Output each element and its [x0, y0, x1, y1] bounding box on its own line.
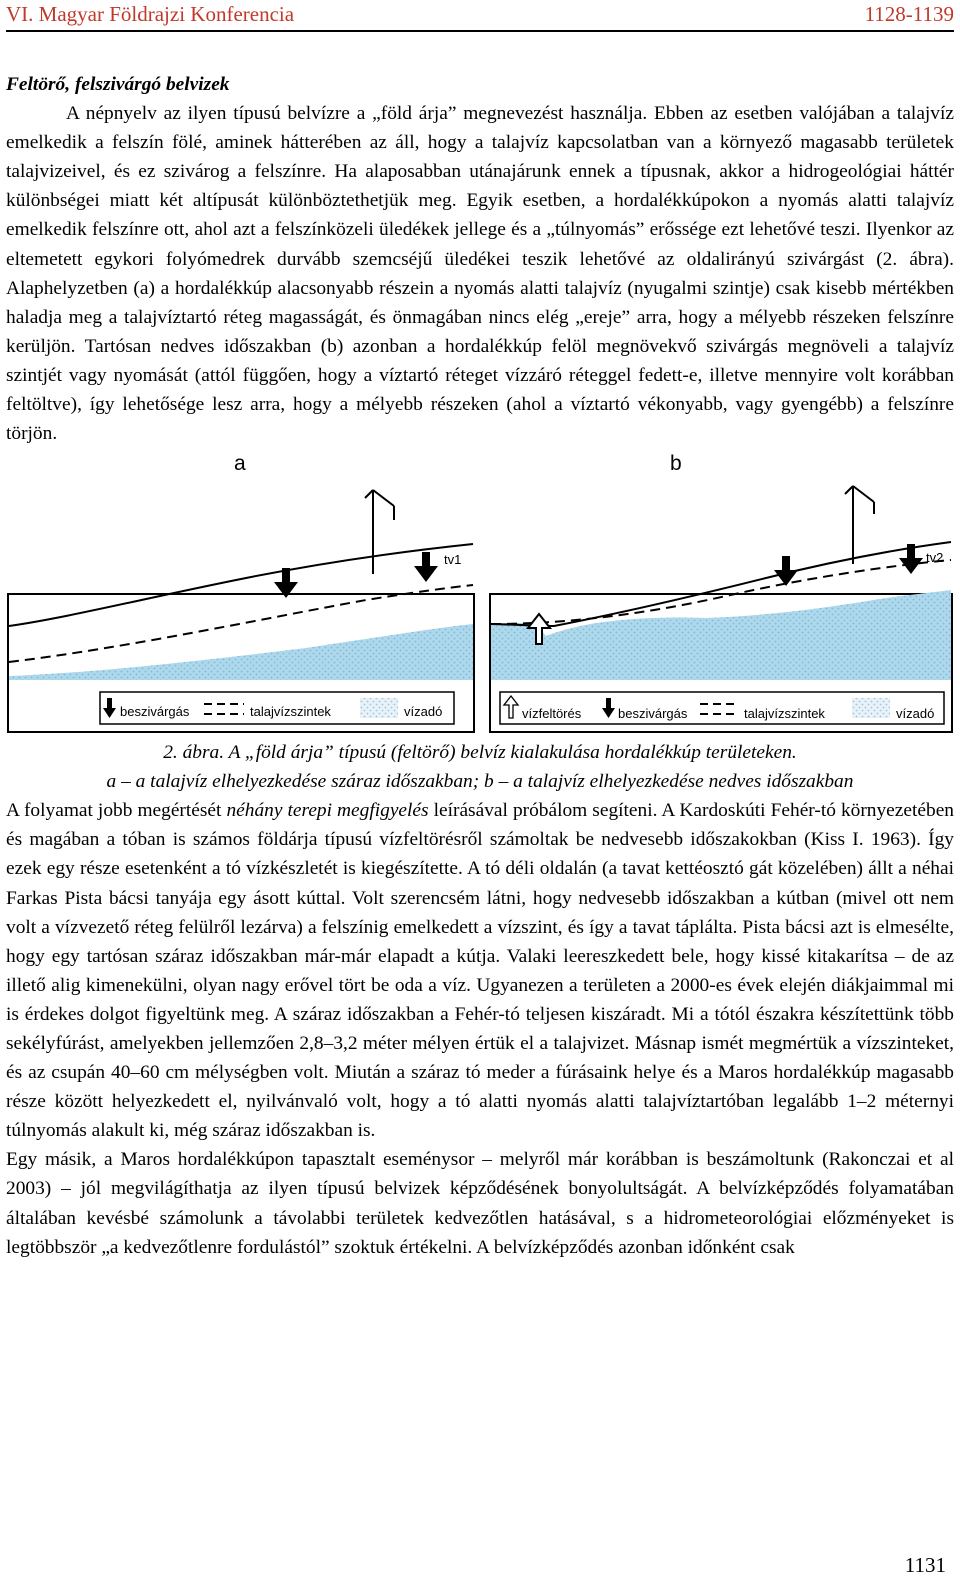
legend-a-aquifer: vízadó — [404, 704, 443, 720]
legend-b-aquifer: vízadó — [896, 706, 935, 722]
caption-line-2: a – a talajvíz elhelyezkedése száraz időszakban; b – a talajvíz elhelyezkedése nedves időszakban — [106, 771, 854, 793]
panel-a-label: a — [234, 452, 246, 476]
legend-a-infiltration: beszivárgás — [120, 704, 190, 720]
legend-a-levels: talajvízszintek — [250, 704, 331, 720]
figure-2-diagram — [6, 448, 954, 738]
tv2-label: tv2 — [926, 550, 944, 566]
header-conference: VI. Magyar Földrajzi Konferencia — [6, 2, 295, 26]
panel-b — [490, 486, 952, 732]
header-pages: 1128-1139 — [864, 2, 954, 26]
paragraph-2-italic: néhány terepi megfigyelés — [226, 800, 429, 822]
legend-b-eruption: vízfeltörés — [522, 706, 582, 722]
panel-a — [8, 490, 474, 732]
paragraph-2-part-1: A folyamat jobb megértését — [6, 800, 227, 822]
paragraph-2-part-2: leírásával próbálom segíteni. A Kardoskúti Fehér-tó környezetében és magában a tóban is számos földárja típusú vízfeltörésről számoltak be nedvesebb időszakokban (Kiss I. 1963). Így ezek egy része esetenként a tó vízkészletét is kiegészítette. A tó déli oldalán (a tavat kettéosztó gát közelében) állt a néhai Farkas Pista bácsi tanyája egy ásott kúttal. Volt szerencsém látni, hogy nedvesebb időszakban a kútban (mivel ott nem volt a vízvezető réteg felülről lezárva) a felszínig emelkedett a vízszint, és így a tavat táplálta. Pista bácsi azt is elmesélte, hogy egy tartósan száraz időszakban már-már elapadt a kútja. Valaki leereszkedett bele, hogy kissé kitakarítsa – de az illető alig kimenekülni, olyan nagy erővel tört be oda a víz. Ugyanezen a területen a 2000-es évek elején diákjaimmal mi is érdekes dolgot figyeltünk meg. A száraz időszakban a Fehér-tó teljesen kiszáradt. Mi a tótól északra készítettünk több sekélyfúrást, amelyekben jellemzően 2,8–3,2 méter mélyen értük el a talajvizet. Másnap ismét megmértük a vízszinteket, és az csupán 40–60 cm mélységben volt. Miután a száraz tó meder a fúrásaink helye és a Maros hordalékkúp magasabb része között helyezkedett el, nyilvánvaló volt, hogy a tó alatti nyomás alatti talajvíztartóban legalább 1–2 méternyi túlnyomás alakult ki, még száraz időszakban is. — [6, 800, 954, 1142]
page-header — [6, 2, 954, 32]
figure-2 — [6, 448, 954, 738]
page-content — [6, 70, 954, 1262]
panel-b-legend — [500, 692, 944, 724]
legend-a-aquifer-icon — [360, 698, 398, 718]
legend-b-infiltration: beszivárgás — [618, 706, 688, 722]
panel-a-infiltration-arrow-2 — [414, 552, 438, 582]
paragraph-2 — [6, 796, 954, 1145]
panel-b-aquifer — [491, 590, 951, 680]
paragraph-3: Egy másik, a Maros hordalékkúpon tapasztalt eseménysor – melyről már korábban is beszámoltunk (Rakonczai et al 2003) – jól megvilágíthatja az ilyen típusú belvizek képződésének bonyolultságát. A belvízképződés folyamatában általában kevésbé számolunk a távolabbi területek kedvezőtlen hatásával, s a hidrometeorológiai előzményeket is legtöbbször „a kedvezőtlenre fordulástól” szoktuk értékelni. A belvízképződés azonban időnként csak — [6, 1149, 954, 1258]
section-title: Feltörő, felszivárgó belvizek — [6, 74, 230, 95]
paragraph-1: A népnyelv az ilyen típusú belvízre a „föld árja” megnevezést használja. Ebben az esetben valójában a talajvíz emelkedik a felszín fölé, aminek hátterében az áll, hogy a talajvíz kapcsolatban van a környező magasabb területek talajvizeivel, és ez szivárog a felszínre. Ha alaposabban utánajárunk ennek a típusnak, akkor a hidrogeológiai háttér különbségei miatt két altípusát különböztethetjük meg. Egyik esetben, a hordalékkúpokon a nyomás alatti talajvíz emelkedik felszínre ott, ahol azt a felszínközeli üledékek jellege és a „túlnyomás” erőssége ezt lehetővé teszi. Ilyenkor az eltemetett egykori folyómedrek durvább szemcséjű üledékei teszik lehetővé az oldalirányú szivárgást (2. ábra). Alaphelyzetben (a) a hordalékkúp alacsonyabb részein a nyomás alatti talajvíz (nyugalmi szintje) csak kisebb mértékben haladja meg a talajvíztartó réteg magasságát, és önmagában nincs elég „ereje” arra, hogy a mélyebb részeken felszínre kerüljön. Tartósan nedves időszakban (b) azonban a hordalékkúp felöl megnövekvő szivárgás megnöveli a talajvíz szintjét vagy nyomását (attól függően, hogy a víztartó réteget vízzáró réteggel fedett-e, illetve mennyire volt korábban feltöltve), így lehetősége lesz arra, hogy a mélyebb részeken (ahol a víztartó vékonyabb, vagy gyengébb) a felszínre törjön. — [6, 103, 954, 445]
panel-a-legend — [100, 692, 454, 724]
tv1-label: tv1 — [444, 552, 462, 568]
panel-a-surface — [9, 544, 473, 626]
legend-b-levels: talajvízszintek — [744, 706, 825, 722]
panel-b-label: b — [670, 452, 682, 476]
page-number: 1131 — [904, 1553, 946, 1577]
legend-b-aquifer-icon — [852, 698, 890, 718]
caption-line-1: 2. ábra. A „föld árja” típusú (feltörő) belvíz kialakulása hordalékkúp területeken. — [163, 742, 797, 764]
